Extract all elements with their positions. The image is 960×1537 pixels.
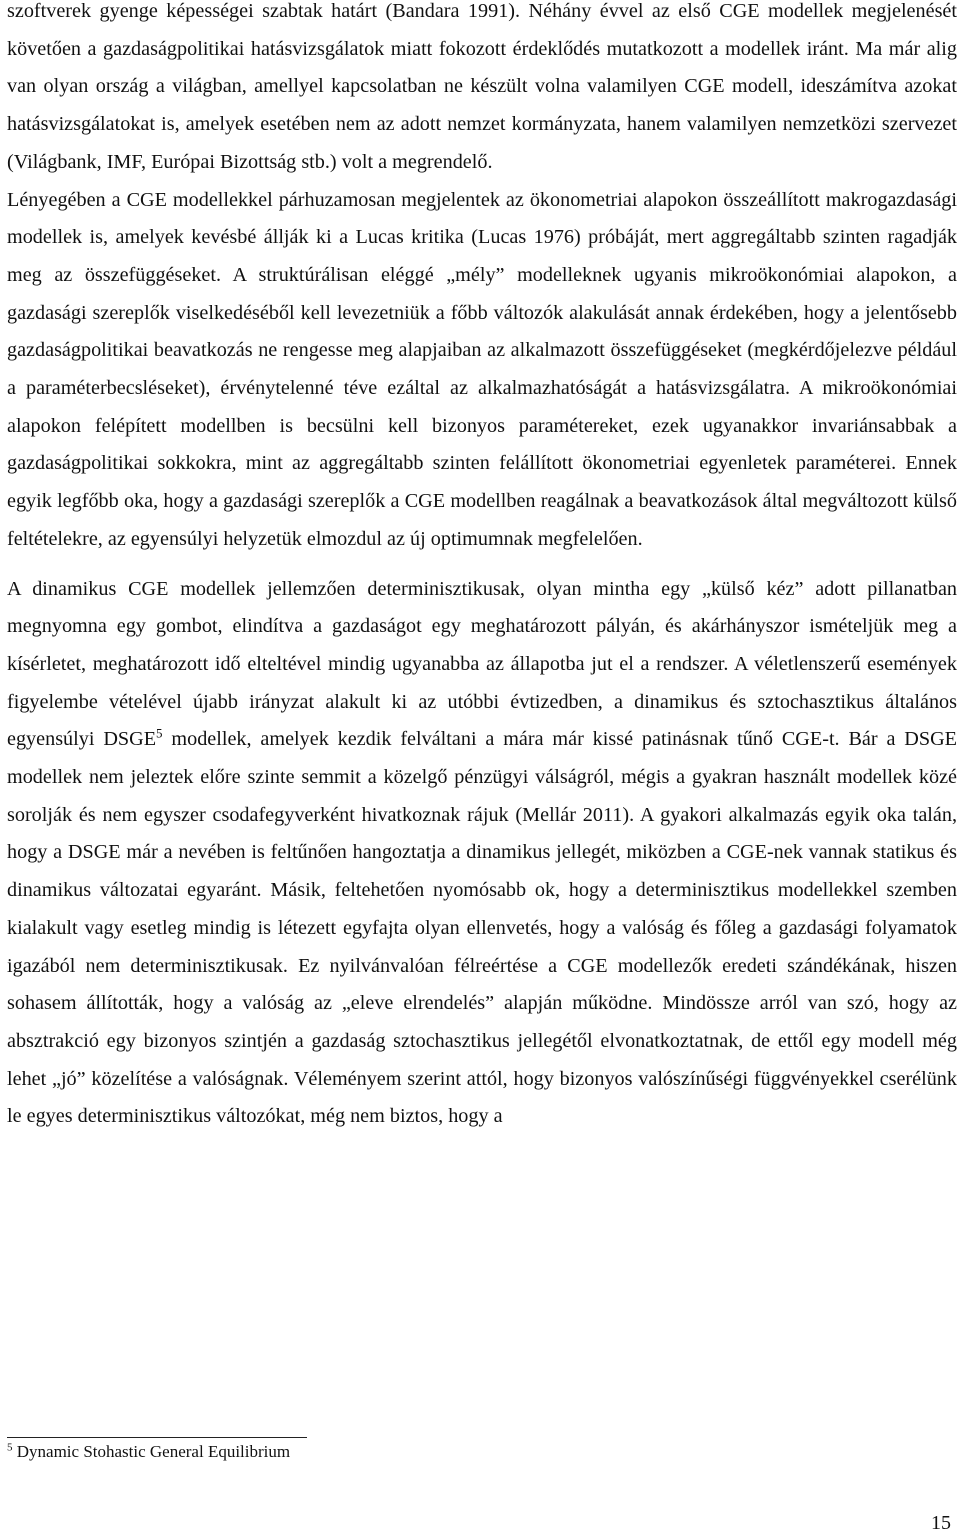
footnote-divider	[7, 1437, 307, 1438]
page-body	[7, 0, 957, 1136]
paragraph-dsge-text-end: modellek, amelyek kezdik felváltani a mára már kissé patinásnak tűnő CGE-t. Bár a DSGE modellek nem jeleztek előre szinte semmit a közelgő pénzügyi válságról, mégis a gyakran használt modellek közé sorolják és nem egyszer csodafegyverként hivatkoznak rájuk (Mellár 2011). A gyakori alkalmazás egyik oka talán, hogy a DSGE már a nevében is feltűnően hangoztatja a dinamikus jellegét, miközben a CGE-nek vannak statikus és dinamikus változatai egyaránt. Másik, feltehetően nyomósabb ok, hogy a determinisztikus modellekkel szemben kialakult vagy esetleg mindig is létezett egyfajta olyan ellenvetés, hogy a valóság és főleg a gazdasági folyamatok igazából nem determinisztikusak. Ez nyilvánvalóan félreértése a CGE modellezők eredeti szándékának, hiszen sohasem állították, hogy a valóság az „eleve elrendelés” alapján működne. Mindössze arról van szó, hogy az absztrakció egy bizonyos szintjén a gazdaság sztochasztikus jellegétől elvonatkoztatnak, de ettől egy modell még lehet „jó” közelítése a valóságnak. Véleményem szerint attól, hogy bizonyos valószínűségi függvényekkel cserélünk le egyes determinisztikus változókat, még nem biztos, hogy a	[7, 728, 957, 1128]
paragraph-cge-history: szoftverek gyenge képességei szabtak határt (Bandara 1991). Néhány évvel az első CGE modellek megjelenését követően a gazdaságpolitikai hatásvizsgálatok miatt fokozott érdeklődés mutatkozott a modellek iránt. Ma már alig van olyan ország a világban, amellyel kapcsolatban ne készült volna valamilyen CGE modell, ideszámítva azokat hatásvizsgálatokat is, amelyek esetében nem az adott nemzet kormányzata, hanem valamilyen nemzetközi szervezet (Világbank, IMF, Európai Bizottság stb.) volt a megrendelő.	[7, 0, 957, 173]
paragraph-macro-models: Lényegében a CGE modellekkel párhuzamosan megjelentek az ökonometriai alapokon összeállított makrogazdasági modellek is, amelyek kevésbé állják ki a Lucas kritika (Lucas 1976) próbáját, mert aggregáltabb szinten ragadják meg az összefüggéseket. A struktúrálisan eléggé „mély” modelleknek ugyanis mikroökonómiai alapokon, a gazdasági szereplők viselkedéséből kell levezetniük a főbb változók alakulását annak érdekében, hogy a jelentősebb gazdaságpolitikai beavatkozás ne rengesse meg alapjaiban az alkalmazott összefüggéseket (megkérdőjelezve például a paraméterbecsléseket), érvénytelenné téve ezáltal az alkalmazhatóságát a hatásvizsgálatra. A mikroökonómiai alapokon felépített modellben is becsülni kell bizonyos paramétereket, ezek ugyanakkor invariánsabbak a gazdaságpolitikai sokkokra, mint az aggregáltabb szinten felállított ökonometriai egyenletek paraméterei. Ennek egyik legfőbb oka, hogy a gazdasági szereplők a CGE modellben reagálnak a beavatkozások által megváltozott külső feltételekre, az egyensúlyi helyzetük elmozdul az új optimumnak megfelelően.	[7, 188, 957, 550]
footnote	[7, 1440, 290, 1464]
footnote-number: 5	[7, 1441, 13, 1454]
footnote-reference[interactable]: 5	[156, 725, 163, 741]
page-number: 15	[931, 1512, 951, 1534]
paragraph-dsge-text-start: A dinamikus CGE modellek jellemzően determinisztikusak, olyan mintha egy „külső kéz” adott pillanatban megnyomna egy gombot, elindítva a gazdaságot egy meghatározott pályán, és akárhányszor ismételjük meg a kísérletet, meghatározott idő elteltével mindig ugyanabba az állapotba jut el a rendszer. A véletlenszerű események figyelembe vételével újabb irányzat alakult ki az utóbbi évtizedben, a dinamikus és sztochasztikus általános egyensúlyi DSGE	[7, 577, 957, 751]
paragraph-dsge	[7, 571, 957, 1137]
footnote-text: Dynamic Stohastic General Equilibrium	[16, 1442, 291, 1461]
